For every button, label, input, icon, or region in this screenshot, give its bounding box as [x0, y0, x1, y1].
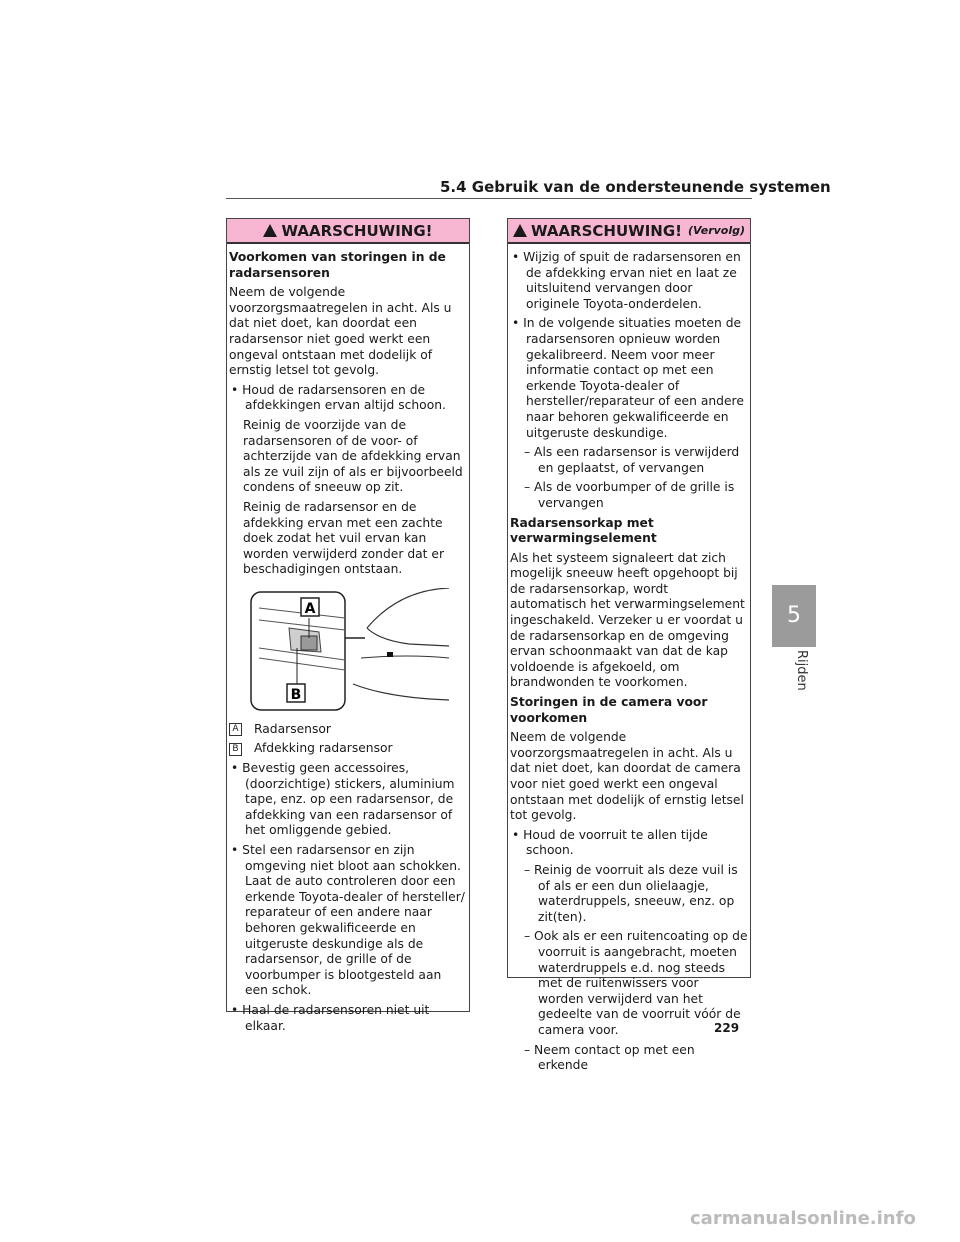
warning-header	[508, 219, 750, 244]
legend-item: A Radarsensor	[229, 722, 467, 738]
intro-paragraph: Neem de volgende voorzorgsmaatregelen in acht. Als u dat niet doet, kan doordat een radarsensor niet goed werkt een ongeval ontstaan met dodelijk of ernstig letsel tot gevolg.	[229, 285, 452, 378]
radar-sensor-illustration	[249, 588, 449, 716]
warning-box-left	[226, 218, 470, 1033]
dash-item: – Reinig de voorruit als deze vuil is of als er een dun olielaagje, waterdruppels, sneeuw, enz. op zit(ten).	[524, 862, 738, 924]
paragraph: Als het systeem signaleert dat zich mogelijk sneeuw heeft opgehoopt bij de radarsensorkap, wordt automatisch het verwarmingselement ingeschakeld. Verzeker u er voordat u de radarsensorkap en de omgeving ervan schoonmaakt van dat de kap voldoende is afgekoeld, om brandwonden te voorkomen.	[510, 550, 745, 690]
list-item: • Stel een radarsensor en zijn omgeving niet bloot aan schokken. Laat de auto controleren door een erkende Toyota-dealer of hersteller/ reparateur of een andere naar behoren gekwalificeerde en uitgeruste deskundige als de radarsensor, de grille of de voorbumper is blootgesteld aan een schok.	[231, 843, 465, 998]
warning-title: WAARSCHUWING!	[281, 221, 433, 240]
section-divider	[226, 198, 752, 199]
dash-item: – Neem contact op met een erkende	[524, 1042, 695, 1073]
legend-item: B Afdekking radarsensor	[229, 741, 467, 757]
paragraph: Reinig de voorzijde van de radarsensoren of de voor- of achterzijde van de afdekking ervan als ze vuil zijn of als er bijvoorbeeld condens of sneeuw op zit.	[243, 417, 463, 495]
list-item: • Wijzig of spuit de radarsensoren en de afdekking ervan niet en laat ze uitsluitend vervangen door originele Toyota-onderdelen.	[512, 250, 741, 311]
heading: Voorkomen van storingen in de radarsensoren	[229, 250, 446, 280]
figure-label-a: A	[304, 600, 316, 617]
warning-header	[227, 219, 469, 244]
page-number: 229	[714, 1021, 740, 1035]
list-item: • Haal de radarsensoren niet uit elkaar.	[231, 1002, 430, 1033]
dash-item: – Als de voorbumper of de grille is vervangen	[524, 480, 735, 510]
figure-label-b: B	[290, 686, 302, 703]
list-item: • Houd de voorruit te allen tijde schoon.	[512, 827, 708, 858]
warning-continued: (Vervolg)	[688, 224, 746, 237]
paragraph: Neem de volgende voorzorgsmaatregelen in acht. Als u dat niet doet, kan doordat de camera voor niet goed werkt een ongeval ontstaan met dodelijk of ernstig letsel tot gevolg.	[510, 730, 744, 823]
watermark: carmanualsonline.info	[690, 1208, 916, 1229]
list-item: • Houd de radarsensoren en de afdekkingen ervan altijd schoon.	[231, 382, 446, 413]
warning-title: WAARSCHUWING!	[530, 221, 682, 240]
paragraph: Reinig de radarsensor en de afdekking ervan met een zachte doek zodat het vuil ervan kan worden verwijderd zonder dat er beschadigingen ontstaan.	[243, 499, 445, 577]
heading: Radarsensorkap met verwarmingselement	[510, 515, 657, 546]
dash-item: – Ook als er een ruitencoating op de voorruit is aangebracht, moeten waterdruppels e.d. nog steeds met de ruitenwissers voor worden verwijderd van het gedeelte van de voorruit vóór de camera voor.	[524, 929, 748, 1037]
heading: Storingen in de camera voor voorkomen	[510, 695, 708, 725]
warning-triangle-icon	[513, 224, 527, 237]
list-item: • In de volgende situaties moeten de radarsensoren opnieuw worden gekalibreerd. Neem voor meer informatie contact op met een erkende Toyota-dealer of hersteller/reparateur of een andere naar behoren gekwalificeerde en uitgeruste deskundige.	[512, 316, 744, 440]
section-title: 5.4 Gebruik van de ondersteunende systemen	[440, 178, 831, 196]
chapter-label: Rijden	[794, 650, 809, 691]
list-item: • Bevestig geen accessoires, (doorzichtige) stickers, aluminium tape, enz. op een radarsensor, de afdekking van een radarsensor of het omliggende gebied.	[231, 761, 455, 838]
dash-item: – Als een radarsensor is verwijderd en geplaatst, of vervangen	[524, 445, 740, 475]
warning-triangle-icon	[263, 224, 277, 237]
chapter-tab: 5	[772, 585, 816, 647]
